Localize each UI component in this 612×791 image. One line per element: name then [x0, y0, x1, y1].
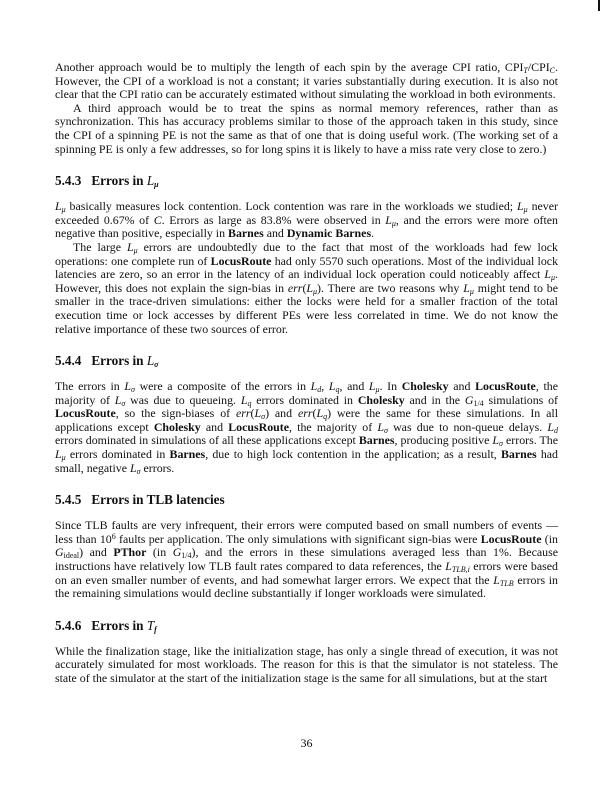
- text-run: , and: [339, 379, 369, 394]
- paragraph: [55, 200, 558, 241]
- math-subscript: μ: [391, 218, 396, 228]
- math-subscript: d: [317, 385, 322, 395]
- paragraph: [55, 519, 558, 601]
- math-italic: G: [464, 392, 474, 407]
- math-italic: L: [254, 406, 262, 421]
- text-run: basically measures lock contention. Lock contention was rare in the workloads we studied;: [65, 199, 518, 214]
- scan-edge-mark: [598, 0, 600, 11]
- text-run: (: [302, 280, 307, 295]
- section-body-5-4-3: [55, 200, 558, 336]
- text-run: ), and the errors in these simulations averaged less than 1%. Because instructions have relatively low TLB fault rates compared to data references, the: [55, 545, 558, 574]
- bold-term: Cholesky: [153, 419, 201, 434]
- text-run: simulations of: [483, 392, 559, 407]
- math-italic: L: [377, 419, 384, 434]
- math-subscript: q: [335, 385, 340, 395]
- math-subscript: μ: [551, 273, 556, 283]
- math-italic: L: [129, 460, 137, 475]
- text-run: , the majority of: [55, 379, 558, 407]
- text-run: . However, this does not explain the sign-bias in: [55, 267, 558, 295]
- math-italic: L: [55, 447, 62, 462]
- math-italic: L: [124, 379, 131, 394]
- paragraph-group-spin-approaches: [55, 61, 558, 156]
- math-subscript: q: [247, 398, 252, 408]
- math-italic: L: [328, 379, 336, 394]
- section-heading-5-4-5: [55, 492, 558, 508]
- text-run: , producing positive: [394, 433, 493, 448]
- bold-term: LocusRoute: [475, 379, 536, 394]
- math-italic: G: [55, 545, 64, 560]
- text-run: ) were the same for these simulations. In all applications except: [55, 406, 558, 434]
- section-title: Errors in: [91, 617, 147, 633]
- text-run: errors dominated in simulations of all these applications except: [55, 433, 359, 448]
- bold-term: Cholesky: [357, 392, 405, 407]
- bold-term: LocusRoute: [55, 406, 116, 421]
- text-run: . In: [379, 379, 402, 394]
- text-run: and: [263, 226, 287, 241]
- text-run: never exceeded 0.67% of: [55, 199, 558, 227]
- subscript: 1/4: [473, 398, 484, 408]
- section-heading-5-4-4: [55, 353, 558, 369]
- math-subscript: μ: [133, 245, 138, 255]
- text-run: and in the: [404, 392, 465, 407]
- text-run: errors.: [140, 460, 175, 475]
- math-italic: err: [235, 406, 251, 421]
- math-subscript: f: [154, 624, 157, 634]
- math-italic: L: [114, 392, 122, 407]
- text-run: ,: [321, 379, 329, 394]
- text-run: The errors in: [55, 379, 125, 394]
- section-body-5-4-5: [55, 519, 558, 601]
- math-subscript: σ: [136, 466, 141, 476]
- text-run: and: [200, 419, 229, 434]
- math-subscript: σ: [261, 412, 266, 422]
- text-run: ): [317, 280, 322, 295]
- math-subscript: TLB,i: [451, 565, 470, 575]
- subscript: 1/4: [181, 551, 192, 561]
- section-heading-5-4-6: [55, 618, 558, 634]
- math-subscript: σ: [154, 360, 159, 370]
- text-run: ) and: [265, 406, 298, 421]
- superscript: 6: [111, 531, 116, 541]
- math-subscript: μ: [61, 453, 66, 463]
- text-run: (: [250, 406, 255, 421]
- math-symbol: T: [146, 617, 155, 633]
- section-number: 5.4.3: [55, 173, 82, 189]
- text-run: .: [371, 226, 375, 241]
- math-subscript: σ: [130, 385, 135, 395]
- math-subscript: μ: [523, 205, 528, 215]
- math-italic: L: [55, 199, 62, 214]
- paragraph: [55, 380, 558, 475]
- text-run: faults per application. The only simulations with significant sign-bias were: [115, 531, 481, 546]
- text-run: . There are two reasons why: [321, 280, 464, 295]
- text-run: was due to non-queue delays.: [387, 419, 548, 434]
- text-run: Since TLB faults are very infrequent, their errors were computed based on small numbers of events — less than 10: [55, 518, 558, 546]
- text-run: (in: [146, 545, 173, 560]
- section-number: 5.4.5: [55, 492, 82, 508]
- math-italic: L: [445, 559, 452, 574]
- page-number: 36: [300, 735, 313, 750]
- math-subscript: q: [323, 412, 328, 422]
- math-subscript: TLB: [499, 578, 514, 588]
- bold-term: LocusRoute: [228, 419, 290, 434]
- math-italic: err: [297, 406, 313, 421]
- section-body-5-4-4: [55, 380, 558, 475]
- math-subscript: μ: [469, 286, 474, 296]
- text-run: Another approach would be to multiply the length of each spin by the average CPI ratio, CPI: [55, 60, 524, 74]
- math-italic: L: [368, 379, 376, 394]
- math-italic: L: [463, 280, 470, 295]
- math-italic: L: [517, 199, 524, 214]
- paragraph: [55, 102, 558, 156]
- math-symbol: L: [146, 353, 155, 369]
- text-run: , due to high lock contention in the application; as a result,: [205, 447, 501, 462]
- bold-term: Dynamic Barnes: [286, 226, 372, 241]
- math-italic: G: [172, 545, 182, 560]
- text-run: . However, the CPI of a workload is not a constant; it varies substantially during execution. It is also not clear that the CPI ratio can be accurately estimated without simulating the workload in both evironments.: [55, 60, 558, 102]
- section-title: Errors in: [91, 173, 147, 189]
- text-run: had only 5570 such operations. Most of the individual lock latencies are zero, so an error in the latency of an individual lock operation could noticeably affect: [55, 253, 559, 282]
- math-italic: L: [385, 212, 392, 227]
- math-italic: L: [126, 239, 134, 254]
- math-subscript: μ: [313, 286, 318, 296]
- section-title: Errors in: [91, 353, 147, 369]
- text-run: errors. The: [503, 433, 559, 448]
- text-run: had small, negative: [55, 447, 558, 475]
- section-body-5-4-6: [55, 645, 558, 686]
- math-symbol: L: [146, 173, 155, 189]
- math-subscript: σ: [383, 425, 388, 435]
- text-run: , the majority of: [289, 419, 378, 434]
- math-subscript: C: [549, 66, 556, 75]
- section-heading-5-4-3: [55, 173, 558, 189]
- text-run: errors dominated in: [65, 447, 170, 462]
- bold-term: LocusRoute: [480, 531, 542, 546]
- math-italic: L: [492, 433, 500, 448]
- paragraph: [55, 645, 558, 686]
- math-subscript: T: [523, 66, 528, 75]
- section-title: Errors in TLB latencies: [91, 492, 225, 508]
- text-run: were a composite of the errors in: [134, 379, 311, 394]
- text-run: and: [448, 379, 476, 394]
- text-run: (in: [541, 531, 558, 546]
- subscript: ideal: [63, 551, 80, 561]
- text-run: While the finalization stage, like the initialization stage, has only a single thread of execution, it was not accurately simulated for most workloads. The reason for this is that the simulator is not stateless. The state of the simulator at the start of the initialization stage is the same for all simulations, but at the start: [55, 643, 558, 685]
- math-italic: L: [240, 392, 248, 407]
- math-subscript: μ: [154, 180, 159, 190]
- text-run: ) and: [79, 545, 114, 560]
- bold-term: PThor: [113, 545, 147, 560]
- math-italic: L: [306, 280, 314, 295]
- bold-term: LocusRoute: [210, 253, 272, 268]
- math-italic: err: [287, 280, 303, 295]
- text-run: , so the sign-biases of: [115, 406, 236, 421]
- math-subscript: σ: [499, 439, 503, 449]
- text-run: might tend to be smaller in the trace-driven simulations: either the locks were held for a smaller fraction of the total execution time or lock accesses by different PEs were less correlated in time. We do not know the relative importance of these two sources of error.: [55, 280, 558, 336]
- bold-term: Barnes: [500, 447, 537, 462]
- text-run: The large: [73, 239, 127, 254]
- text-run: . Errors as large as 83.8% were observed in: [161, 212, 386, 227]
- math-subscript: d: [553, 425, 558, 435]
- bold-term: Barnes: [228, 226, 264, 241]
- math-italic: L: [316, 406, 324, 421]
- math-italic: L: [310, 379, 318, 394]
- section-number: 5.4.6: [55, 617, 82, 633]
- math-italic: L: [544, 267, 551, 282]
- math-subscript: μ: [61, 205, 66, 215]
- text-run: errors dominated in: [251, 392, 358, 407]
- math-subscript: σ: [121, 398, 126, 408]
- math-subscript: μ: [375, 385, 380, 395]
- math-italic: L: [547, 419, 554, 434]
- text-run: , and the errors were more often negative than positive, especially in: [55, 212, 559, 241]
- section-number: 5.4.4: [55, 353, 82, 369]
- bold-term: Barnes: [358, 433, 395, 448]
- text-run: A third approach would be to treat the spins as normal memory references, rather than as synchronization. This has accuracy problems similar to those of the approach taken in this study, since the CPI of a spinning PE is not the same as that of one that is doing useful work. (The working set of a spinning PE is only a few addresses, so for long spins it is likely to have a miss rate very close to zero.): [55, 100, 558, 156]
- bold-term: Barnes: [169, 447, 206, 462]
- text-run: (: [312, 406, 317, 421]
- math-italic: C: [153, 212, 162, 227]
- text-run: errors were based on an even smaller number of events, and had somewhat larger errors. We expect that the: [55, 559, 559, 587]
- text-run: errors are undoubtedly due to the fact that most of the workloads had few lock operations: one complete run of: [55, 239, 559, 268]
- paragraph: [55, 241, 558, 336]
- text-run: /CPI: [527, 60, 550, 74]
- text-run: errors in the remaining simulations would decline substantially if longer workloads were simulated.: [55, 572, 558, 601]
- math-italic: L: [493, 572, 500, 587]
- text-run: was due to queueing.: [125, 392, 241, 407]
- paragraph: [55, 61, 558, 102]
- bold-term: Cholesky: [401, 379, 449, 394]
